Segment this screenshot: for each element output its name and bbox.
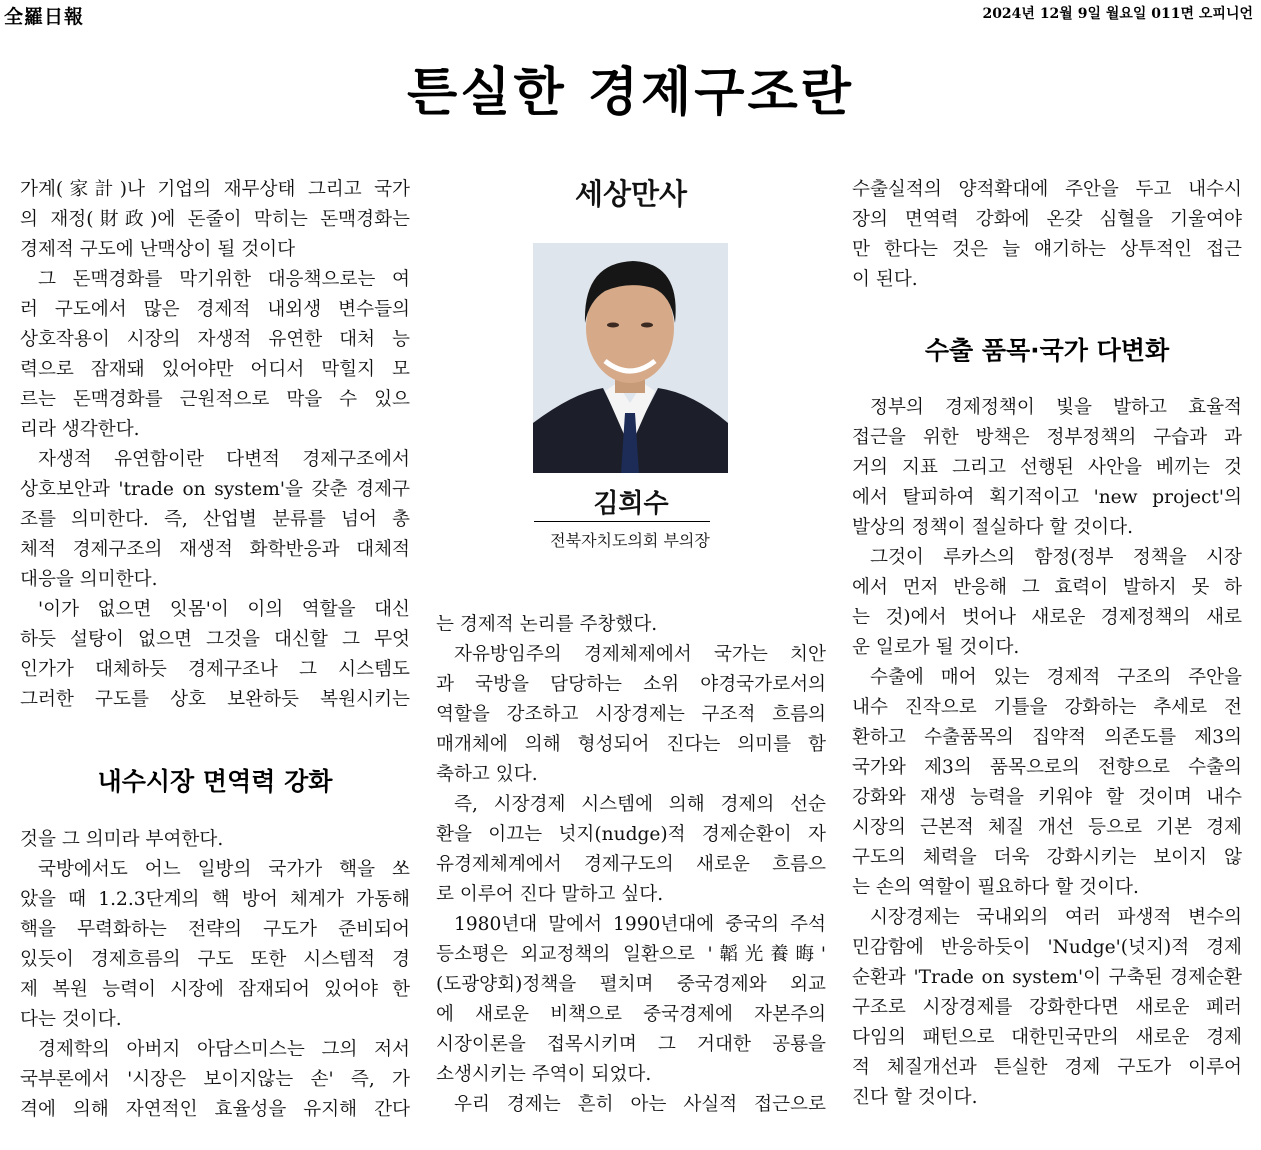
text-line: (도광양회)정책을 펼치며 중국경제와 외교 [436, 974, 826, 995]
text-line: 경제적 구도에 난맥상이 될 것이다 [20, 239, 296, 260]
text-line: 만 한다는 것은 늘 얘기하는 상투적인 접근 [852, 239, 1242, 260]
text-line: 장의 면역력 강화에 온갖 심혈을 기울여야 [852, 209, 1242, 230]
text-line: 구도의 체력을 더욱 강화시키는 보이지 않 [852, 847, 1242, 868]
text-line: 러 구도에서 많은 경제적 내외생 변수들의 [20, 299, 410, 320]
text-line: 그러한 구도를 상호 보완하듯 복원시키는 [20, 689, 410, 710]
text-line: 축하고 있다. [436, 764, 538, 785]
text-line: 역할을 강조하고 시장경제는 구조적 흐름의 [436, 704, 826, 725]
text-line: 수출에 매어 있는 경제적 구조의 주안을 [870, 667, 1242, 688]
text-line: 시장경제는 국내외의 여러 파생적 변수의 [870, 907, 1242, 928]
text-line: 제 복원 능력이 시장에 잠재되어 있어야 한 [20, 979, 410, 1000]
text-line: 그것이 루카스의 함정(정부 정책을 시장 [870, 547, 1242, 568]
text-line: 르는 돈맥경화를 근원적으로 막을 수 있으 [20, 389, 410, 410]
text-line: 격에 의해 자연적인 효율성을 유지해 간다 [20, 1099, 410, 1120]
text-line: 구조로 시장경제를 강화한다면 새로운 페러 [852, 997, 1242, 1018]
masthead [0, 0, 1261, 26]
text-line: 로 이루어 진다 말하고 싶다. [436, 884, 664, 905]
text-line: 즉, 시장경제 시스템에 의해 경제의 선순 [454, 794, 826, 815]
text-line: 발상의 정책이 절실하다 할 것이다. [852, 517, 1134, 538]
column-name: 세상만사 [574, 177, 688, 211]
author-title: 전북자치도의회 부의장 [550, 531, 710, 550]
text-line: 았을 때 1.2.3단계의 핵 방어 체계가 가동해 [20, 889, 410, 910]
text-line: 가계(家計)나 기업의 재무상태 그리고 국가 [20, 179, 410, 200]
author-divider [534, 521, 710, 522]
text-line: 있듯이 경제흐름의 구도 또한 시스템적 경 [20, 949, 410, 970]
text-line: 접근을 위한 방책은 정부정책의 구습과 과 [852, 427, 1242, 448]
dateline: 2024년 12월 9일 월요일 011면 오피니언 [982, 6, 1253, 22]
text-line: 진다 할 것이다. [852, 1087, 978, 1108]
text-line: 국방에서도 어느 일방의 국가가 핵을 쏘 [38, 859, 410, 880]
text-line: 국가와 제3의 품목으로의 전향으로 수출의 [852, 757, 1242, 778]
text-line: 에서 먼저 반응해 그 효력이 발하지 못 하 [852, 577, 1242, 598]
newspaper-logo: 全羅日報 [4, 6, 85, 28]
text-line: 자생적 유연함이란 다변적 경제구조에서 [38, 449, 410, 470]
text-line: 정부의 경제정책이 빛을 발하고 효율적 [870, 397, 1242, 418]
text-line: 1980년대 말에서 1990년대에 중국의 주석 [454, 914, 826, 935]
text-line: 는 경제적 논리를 주창했다. [436, 614, 658, 635]
subhead-export-diversification: 수출 품목·국가 다변화 [924, 336, 1170, 365]
text-line: 적 체질개선과 튼실한 경제 구도가 이루어 [852, 1057, 1242, 1078]
text-line: 경제학의 아버지 아담스미스는 그의 저서 [38, 1039, 410, 1060]
text-line: 것을 그 의미라 부여한다. [20, 829, 224, 850]
text-line: 수출실적의 양적확대에 주안을 두고 내수시 [852, 179, 1242, 200]
text-line: 등소평은 외교정책의 일환으로 '韜光養晦' [436, 944, 826, 965]
text-line: 다는 것이다. [20, 1009, 122, 1030]
text-line: 에 새로운 비책으로 중국경제에 자본주의 [436, 1004, 826, 1025]
text-line: 우리 경제는 흔히 아는 사실적 접근으로 [454, 1094, 826, 1115]
text-line: 조를 의미한다. 즉, 산업별 분류를 넘어 총 [20, 509, 410, 530]
text-line: 운 일로가 될 것이다. [852, 637, 1020, 658]
text-line: 이 된다. [852, 269, 918, 290]
text-line: 의 재정(財政)에 돈줄이 막히는 돈맥경화는 [20, 209, 410, 230]
text-line: 상호보안과 'trade on system'을 갖춘 경제구 [20, 479, 410, 500]
text-line: 환하고 수출품목의 집약적 의존도를 제3의 [852, 727, 1242, 748]
author-name: 김희수 [593, 489, 669, 519]
text-line: 거의 지표 그리고 선행된 사안을 베끼는 것 [852, 457, 1242, 478]
column-3-body-continued [852, 393, 1242, 1113]
text-line: 자유방임주의 경제체제에서 국가는 치안 [454, 644, 826, 665]
text-line: 에서 탈피하여 획기적이고 'new project'의 [852, 487, 1242, 508]
column-3-body [852, 175, 1242, 295]
text-line: 상호작용이 시장의 자생적 유연한 대처 능 [20, 329, 410, 350]
subhead-domestic-market: 내수시장 면역력 강화 [97, 767, 333, 796]
text-line: 내수 진작으로 기틀을 강화하는 추세로 전 [852, 697, 1242, 718]
text-line: 다임의 패턴으로 대한민국만의 새로운 경제 [852, 1027, 1242, 1048]
text-line: 순환과 'Trade on system'이 구축된 경제순환 [852, 967, 1242, 988]
headline: 튼실한 경제구조란 [407, 62, 854, 123]
author-photo [533, 243, 728, 473]
text-line: 민감함에 반응하듯이 'Nudge'(넛지)적 경제 [852, 937, 1242, 958]
text-line: 시장의 근본적 체질 개선 등으로 기본 경제 [852, 817, 1242, 838]
text-line: 매개체에 의해 형성되어 진다는 의미를 함 [436, 734, 826, 755]
text-line: 소생시키는 주역이 되었다. [436, 1064, 652, 1085]
text-line: 강화와 재생 능력을 키워야 할 것이며 내수 [852, 787, 1242, 808]
text-line: 체적 경제구조의 재생적 화학반응과 대체적 [20, 539, 410, 560]
text-line: 시장이론을 접목시키며 그 거대한 공룡을 [436, 1034, 826, 1055]
text-line: 는 것)에서 벗어나 새로운 경제정책의 새로 [852, 607, 1242, 628]
text-line: 그 돈맥경화를 막기위한 대응책으로는 여 [38, 269, 410, 290]
text-line: 환을 이끄는 넛지(nudge)적 경제순환이 자 [436, 824, 826, 845]
text-line: 대응을 의미한다. [20, 569, 158, 590]
text-line: '이가 없으면 잇몸'이 이의 역할을 대신 [38, 599, 410, 620]
column-2-body [436, 610, 826, 1120]
text-line: 하듯 설탕이 없으면 그것을 대신할 그 무엇 [20, 629, 410, 650]
text-line: 력으로 잠재돼 있어야만 어디서 막힐지 모 [20, 359, 410, 380]
text-line: 인가가 대체하듯 경제구조나 그 시스템도 [20, 659, 410, 680]
text-line: 핵을 무력화하는 전략의 구도가 준비되어 [20, 919, 410, 940]
text-line: 는 손의 역할이 필요하다 할 것이다. [852, 877, 1139, 898]
text-line: 유경제체계에서 경제구도의 새로운 흐름으 [436, 854, 826, 875]
text-line: 과 국방을 담당하는 소위 야경국가로서의 [436, 674, 826, 695]
text-line: 국부론에서 '시장은 보이지않는 손' 즉, 가 [20, 1069, 410, 1090]
column-1-body [20, 175, 410, 715]
text-line: 리라 생각한다. [20, 419, 140, 440]
column-1-body-continued [20, 825, 410, 1125]
